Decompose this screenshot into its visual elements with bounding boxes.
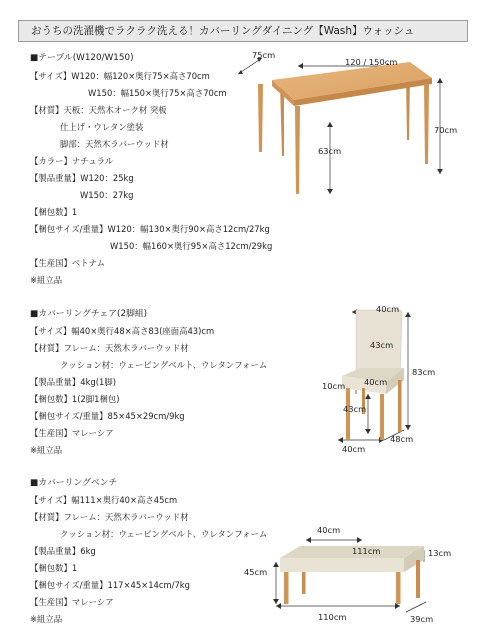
chair-package-count: 【梱包数】1(2脚1梱包) [30, 394, 120, 404]
bench-total-width-label: 110cm [318, 612, 347, 622]
table-weight-w150: W150：27kg [80, 190, 134, 200]
bench-size: 【サイズ】幅111×奥行40×高さ45cm [30, 495, 178, 505]
bench-material: 【材質】フレーム：天然木ラバーウッド材 [30, 512, 189, 522]
table-package-count: 【梱包数】1 [30, 207, 78, 217]
table-material: 【材質】天板：天然木オーク材 突板 [30, 105, 167, 115]
table-section-title: ■テーブル(W120/W150) [30, 53, 134, 63]
chair-total-height-label: 83cm [412, 367, 436, 377]
page-header [18, 20, 468, 42]
bench-height-label: 45cm [244, 567, 268, 577]
bench-cushion-thickness-label: 13cm [428, 548, 452, 558]
table-size-w150: W150：幅150×奥行75×高さ70cm [88, 88, 227, 98]
bench-package-size: 【梱包サイズ/重量】117×45×14cm/7kg [30, 580, 190, 590]
chair-base-width-label: 40cm [342, 444, 366, 454]
chair-seat-thickness-label: 10cm [322, 381, 346, 391]
chair-depth-label: 48cm [390, 434, 414, 444]
chair-seat-height-label: 43cm [343, 404, 367, 414]
bench-illustration [262, 528, 474, 634]
chair-back-height-label: 43cm [370, 340, 394, 350]
table-origin: 【生産国】ベトナム [30, 258, 105, 268]
bench-depth-label: 40cm [317, 525, 341, 535]
table-leg-material: 脚部：天然木ラバーウッド材 [60, 139, 169, 149]
table-width-label: 120 / 150cm [345, 57, 398, 67]
table-knee-height-label: 63cm [318, 146, 342, 156]
table-package-w150: W150：幅160×奥行95×高さ12cm/29kg [110, 241, 273, 251]
chair-package-size: 【梱包サイズ/重量】85×45×29cm/9kg [30, 411, 185, 421]
table-size-w120: 【サイズ】W120：幅120×奥行75×高さ70cm [30, 71, 210, 81]
chair-seat-width-label: 40cm [364, 377, 388, 387]
page-title: おうちの洗濯機でラクラク洗える！カバーリングダイニング【Wash】ウォッシュ [31, 25, 415, 37]
table-height-label: 70cm [434, 125, 458, 135]
bench-bottom-depth-label: 39cm [410, 614, 434, 624]
chair-material: 【材質】フレーム：天然木ラバーウッド材 [30, 343, 189, 353]
chair-assembly-note: ※組立品 [30, 445, 63, 455]
bench-origin: 【生産国】マレーシア [30, 597, 114, 607]
bench-package-count: 【梱包数】1 [30, 563, 78, 573]
bench-section-title: ■カバーリングベンチ [30, 478, 118, 488]
table-weight-w120: 【製品重量】W120：25kg [30, 173, 134, 183]
bench-weight: 【製品重量】6kg [30, 546, 96, 556]
bench-seat-width-label: 111cm [352, 546, 381, 556]
chair-weight: 【製品重量】4kg(1脚) [30, 377, 116, 387]
table-depth-label: 75cm [252, 50, 276, 60]
chair-cushion: クッション材：ウェービングベルト、ウレタンフォーム [60, 360, 268, 370]
table-assembly-note: ※組立品 [30, 275, 63, 285]
bench-assembly-note: ※組立品 [30, 614, 63, 624]
table-package-w120: 【梱包サイズ/重量】W120：幅130×奥行90×高さ12cm/27kg [30, 224, 270, 234]
table-finish: 仕上げ・ウレタン塗装 [60, 122, 144, 132]
table-color: 【カラー】ナチュラル [30, 156, 114, 166]
chair-top-width-label: 40cm [376, 304, 400, 314]
bench-cushion: クッション材：ウェービングベルト、ウレタンフォーム [60, 529, 268, 539]
chair-origin: 【生産国】マレーシア [30, 428, 114, 438]
chair-size: 【サイズ】幅40×奥行48×高さ83(座面高43)cm [30, 326, 215, 336]
chair-section-title: ■カバーリングチェア(2脚組) [30, 309, 148, 319]
